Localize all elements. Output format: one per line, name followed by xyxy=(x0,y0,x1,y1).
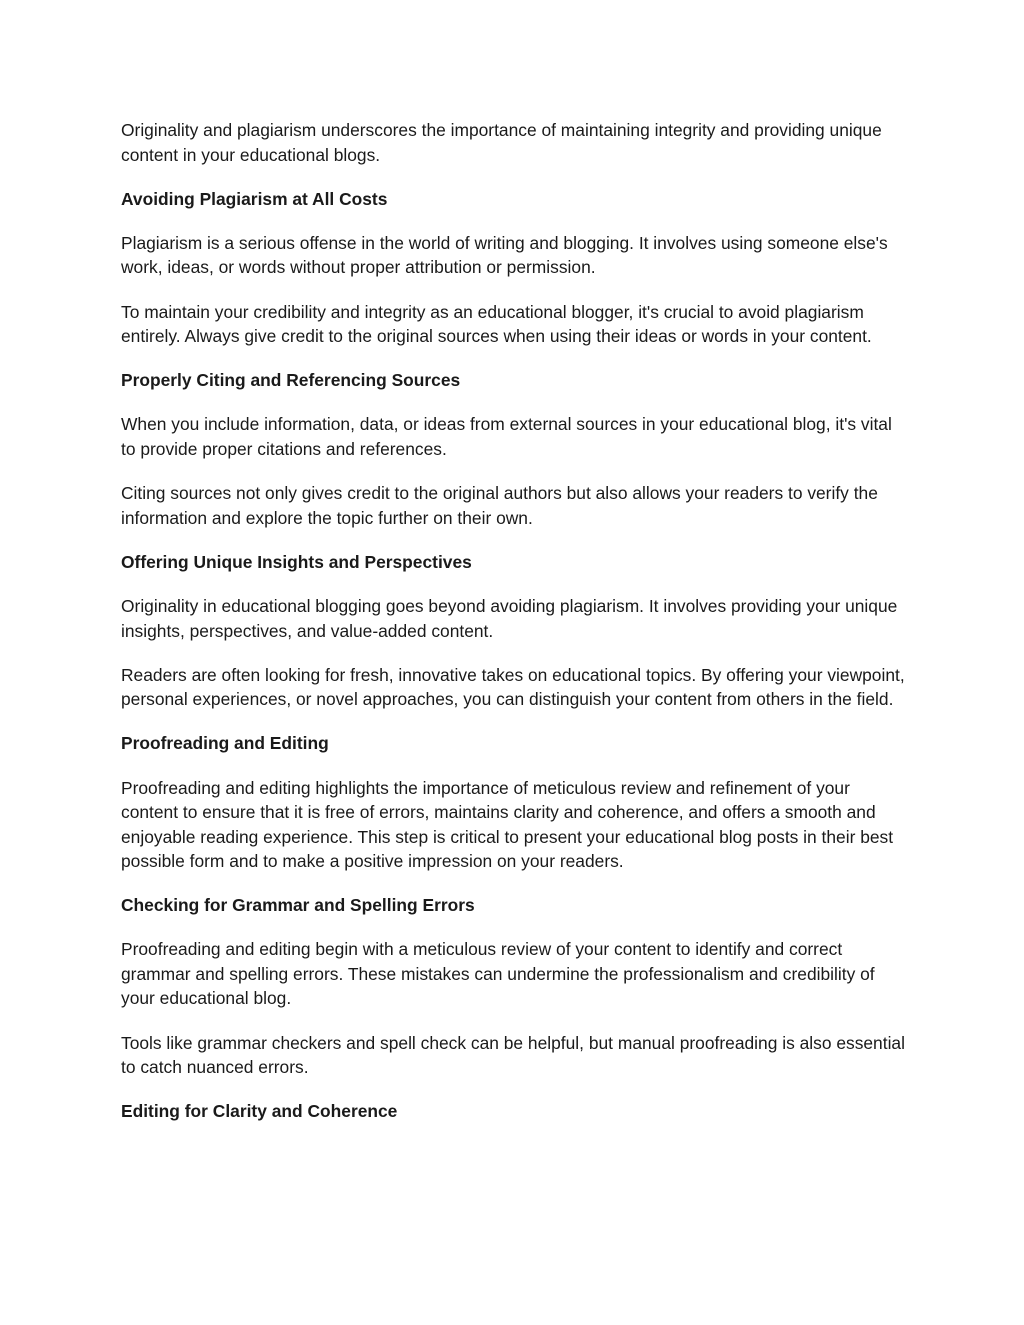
document-page xyxy=(121,118,906,1144)
paragraph-originality: Originality in educational blogging goes beyond avoiding plagiarism. It involves providing your unique insights, perspectives, and value-added content. xyxy=(121,596,898,641)
paragraph-tools: Tools like grammar checkers and spell check can be helpful, but manual proofreading is also essential to catch nuanced errors. xyxy=(121,1032,905,1078)
heading-avoiding-plagiarism: Avoiding Plagiarism at All Costs xyxy=(121,188,388,209)
heading-grammar-spelling: Checking for Grammar and Spelling Errors xyxy=(121,895,475,916)
paragraph-proofreading-intro: Proofreading and editing highlights the importance of meticulous review and refinement of your content to ensure that it is free of errors, maintains clarity and coherence, and offers a smooth and enjoyable reading experience. This step is critical to present your educational blog posts in their best possible form and to make a positive impression on your readers. xyxy=(121,777,894,872)
paragraph-fresh-takes: Readers are often looking for fresh, innovative takes on educational topics. By offering your viewpoint, personal experiences, or novel approaches, you can distinguish your content from others in the field. xyxy=(121,664,905,710)
heading-proofreading-editing: Proofreading and Editing xyxy=(121,733,329,754)
paragraph-plagiarism-offense: Plagiarism is a serious offense in the world of writing and blogging. It involves using someone else's work, ideas, or words without proper attribution or permission. xyxy=(121,232,888,278)
paragraph-citing-benefits: Citing sources not only gives credit to the original authors but also allows your readers to verify the information and explore the topic further on their own. xyxy=(121,483,878,528)
paragraph-grammar-review: Proofreading and editing begin with a meticulous review of your content to identify and correct grammar and spelling errors. These mistakes can undermine the professionalism and credibility of your educational blog. xyxy=(121,939,875,1009)
paragraph-external-sources: When you include information, data, or ideas from external sources in your educational blog, it's vital to provide proper citations and references. xyxy=(121,414,892,459)
heading-unique-insights: Offering Unique Insights and Perspectives xyxy=(121,551,472,572)
paragraph-maintain-credibility: To maintain your credibility and integrity as an educational blogger, it's crucial to avoid plagiarism entirely. Always give credit to the original sources when using their ideas or words in your content. xyxy=(121,301,872,347)
heading-clarity-coherence: Editing for Clarity and Coherence xyxy=(121,1101,398,1122)
paragraph-intro: Originality and plagiarism underscores the importance of maintaining integrity and providing unique content in your educational blogs. xyxy=(121,120,882,165)
heading-citing-sources: Properly Citing and Referencing Sources xyxy=(121,370,461,391)
